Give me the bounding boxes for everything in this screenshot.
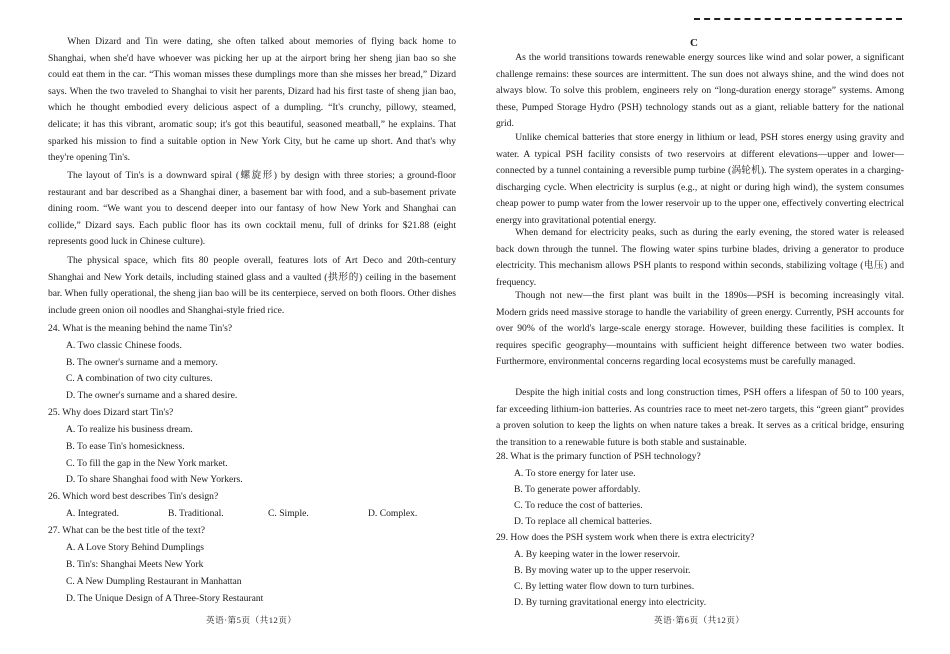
passage-paragraph-4: Though not new—the first plant was built in the 1890s—PSH is becoming increasingly vital. Modern grids need massive storage to handle the variability of green energy. Currently, PSH accounts for over 90% of the world's large-scale energy storage. However, building these facilities is complex. It requires specific geography—mountains with sufficient height difference between two water bodies. Furthermore, environmental concerns regarding local ecosystems must be carefully managed. xyxy=(496,290,904,368)
q29-option-d: D. By turning gravitational energy into electricity. xyxy=(514,597,707,608)
q25-option-a: A. To realize his business dream. xyxy=(66,424,193,435)
passage-paragraph-1: As the world transitions towards renewable energy sources like wind and solar power, a significant challenge remains: these sources are intermittent. The sun does not always shine, and the wind does not always blow. To solve this problem, engineers rely on “long-duration energy storage” systems. Among these, Pumped Storage Hydro (PSH) technology stands out as a giant, reliable battery for the national grid. xyxy=(496,52,904,130)
page-footer: 英语·第5页（共12页） xyxy=(206,615,297,625)
q26-option-b: B. Traditional. xyxy=(168,508,224,519)
section-label: C xyxy=(690,37,698,49)
q28-option-d: D. To replace all chemical batteries. xyxy=(514,516,652,527)
passage-paragraph-1: When Dizard and Tin were dating, she often talked about memories of flying back home to Shanghai, when she'd have whoever was picking her up at the airport bring her sheng jian bao so she could eat them in the car. “This woman misses these dumplings more than she misses her bread,” Dizard says. When the two traveled to Shanghai to visit her parents, Dizard had his first taste of sheng jian bao, which he thought embodied every delicious aspect of a dumpling. “It's crunchy, pillowy, steamed, delicate; it has this vibrant, aromatic soup; it's got this beautiful, seasoned meatball,” he explains. That sparked his mission to find a suitable option in New York City, but he came up short. And that's why they're opening Tin's. xyxy=(48,36,456,164)
q29-option-c: C. By letting water flow down to turn turbines. xyxy=(514,581,695,592)
q27-option-a: A. A Love Story Behind Dumplings xyxy=(66,542,205,553)
q25-option-b: B. To ease Tin's homesickness. xyxy=(66,441,185,452)
q26-option-d: D. Complex. xyxy=(368,508,418,519)
q25-option-c: C. To fill the gap in the New York market. xyxy=(66,458,228,469)
question-26: 26. Which word best describes Tin's design? xyxy=(48,491,219,502)
passage-paragraph-2: The layout of Tin's is a downward spiral (螺旋形) by design with three stories; a ground-floor restaurant and bar described as a Shanghai diner, a basement bar with food, and a sub-basement private dining room. “We want you to descend deeper into our fantasy of how New York and Shanghai can collide,” Dizard says. Each public floor has its own cocktail menu, full of drinks for $21.88 (eight represents good luck in Chinese culture). xyxy=(48,170,456,248)
question-24: 24. What is the meaning behind the name Tin's? xyxy=(48,323,233,334)
q24-option-d: D. The owner's surname and a shared desire. xyxy=(66,390,238,401)
q28-option-b: B. To generate power affordably. xyxy=(514,484,641,495)
question-28: 28. What is the primary function of PSH technology? xyxy=(496,451,701,462)
q27-option-c: C. A New Dumpling Restaurant in Manhattan xyxy=(66,576,242,587)
q24-option-a: A. Two classic Chinese foods. xyxy=(66,340,182,351)
question-29: 29. How does the PSH system work when there is extra electricity? xyxy=(496,532,755,543)
passage-paragraph-3: When demand for electricity peaks, such as during the early evening, the stored water is released back down through the tunnel. The flowing water spins turbine blades, driving a generator to produce electricity. This mechanism allows PSH plants to respond within seconds, stabilizing voltage (电压) and frequency. xyxy=(496,227,904,288)
tear-line xyxy=(694,18,902,20)
passage-paragraph-2: Unlike chemical batteries that store energy in lithium or lead, PSH stores energy using gravity and water. A typical PSH facility consists of two reservoirs at different elevations—upper and lower—connected by a tunnel containing a reversible pump turbine (涡轮机). The system operates in a charging-discharging cycle. When electricity is surplus (e.g., at night or during high wind), the system consumes cheap power to pump water from the lower reservoir up to the upper one, effectively converting electrical energy into gravitational potential energy. xyxy=(496,132,904,226)
q27-option-d: D. The Unique Design of A Three-Story Restaurant xyxy=(66,593,264,604)
q28-option-a: A. To store energy for later use. xyxy=(514,468,636,479)
q25-option-d: D. To share Shanghai food with New Yorkers. xyxy=(66,474,243,485)
q28-option-c: C. To reduce the cost of batteries. xyxy=(514,500,643,511)
question-27: 27. What can be the best title of the text? xyxy=(48,525,205,536)
page-footer: 英语·第6页（共12页） xyxy=(654,615,745,625)
q29-option-a: A. By keeping water in the lower reservoir. xyxy=(514,549,680,560)
q24-option-c: C. A combination of two city cultures. xyxy=(66,373,213,384)
q26-option-c: C. Simple. xyxy=(268,508,309,519)
q24-option-b: B. The owner's surname and a memory. xyxy=(66,357,218,368)
q26-option-a: A. Integrated. xyxy=(66,508,120,519)
q27-option-b: B. Tin's: Shanghai Meets New York xyxy=(66,559,204,570)
passage-paragraph-5: Despite the high initial costs and long construction times, PSH offers a lifespan of 50 to 100 years, far exceeding lithium-ion batteries. As countries race to meet net-zero targets, this “green giant” provides a proven solution to keep the lights on when nature takes a break. It serves as a critical bridge, ensuring the transition to a renewable future is both stable and sustainable. xyxy=(496,387,904,448)
question-25: 25. Why does Dizard start Tin's? xyxy=(48,407,174,418)
passage-paragraph-3: The physical space, which fits 80 people overall, features lots of Art Deco and 20th-century Shanghai and New York details, including stained glass and a vaulted (拱形的) ceiling in the basement bar. When fully operational, the sheng jian bao will be its centerpiece, served on both floors. Other dishes include green onion oil noodles and Shanghai-style fried rice. xyxy=(48,255,456,316)
q29-option-b: B. By moving water up to the upper reservoir. xyxy=(514,565,691,576)
